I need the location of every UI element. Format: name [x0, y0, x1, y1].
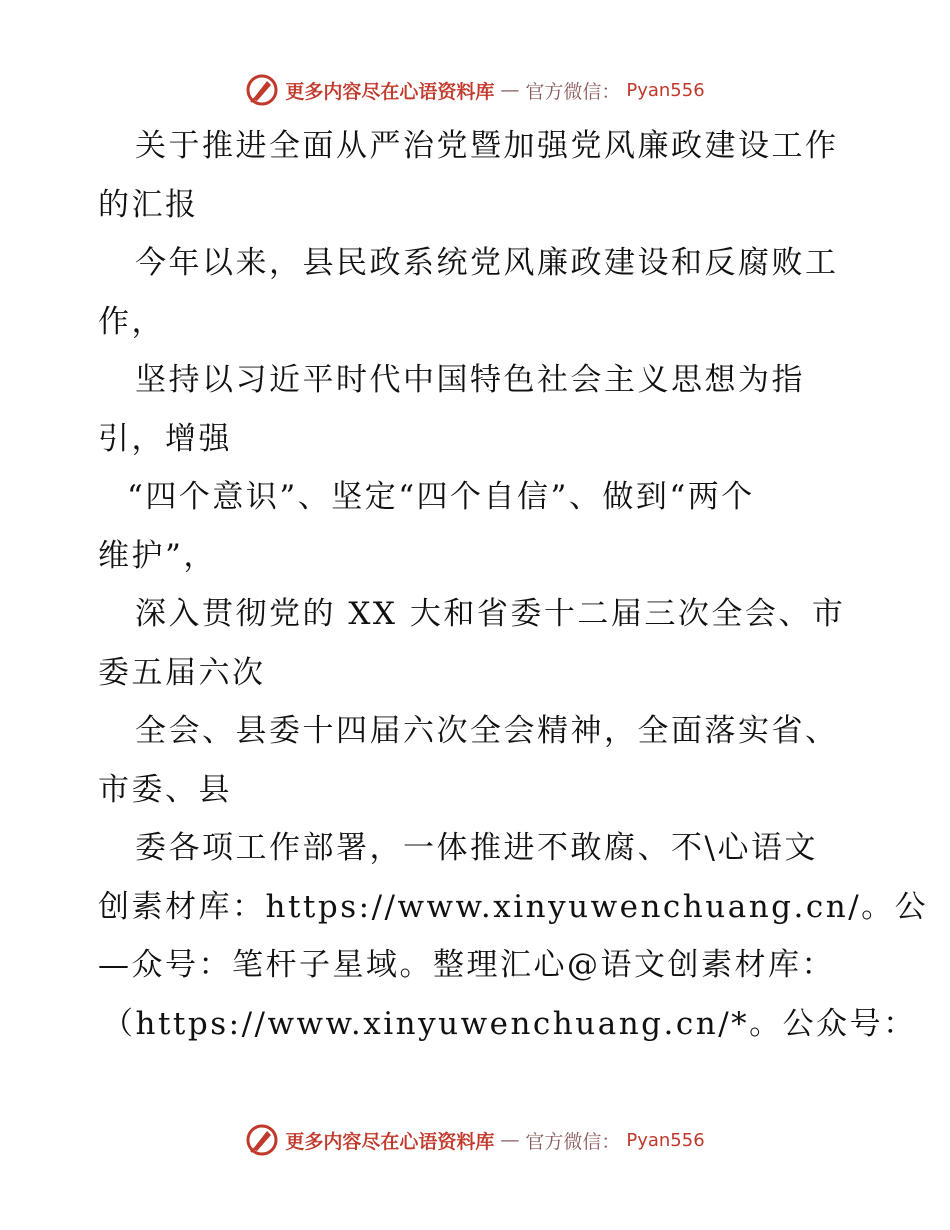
paragraph-line: 维护”，: [98, 537, 217, 574]
paragraph-line: —众号：笔杆子星域。整理汇心@语文创素材库：: [98, 947, 835, 983]
document-body: [98, 117, 929, 1053]
title-line-2: 的汇报: [98, 186, 199, 223]
paragraph-line: “四个意识”、坚定“四个自信”、做到“两个: [127, 479, 755, 515]
title-line-1: 关于推进全面从严治党暨加强党风廉政建设工作: [135, 128, 839, 164]
paragraph-line: 引，增强: [98, 420, 232, 457]
header-watermark-banner: [0, 70, 950, 110]
banner-main-text: 更多内容尽在心语资料库: [285, 1130, 495, 1153]
paragraph-line: 市委、县: [98, 771, 232, 808]
paragraph-line: 作，: [98, 303, 165, 340]
banner-wechat-id: Pyan556: [626, 1129, 705, 1151]
paragraph-line: 委五届六次: [98, 654, 266, 691]
paragraph-line: 创素材库：https://www.xinyuwenchuang.cn/。公: [98, 888, 929, 925]
banner-sub-text: 官方微信：: [525, 80, 621, 103]
paragraph-line: 今年以来，县民政系统党风廉政建设和反腐败工: [135, 245, 839, 281]
banner-dash: —: [500, 1129, 520, 1151]
paragraph-line: 全会、县委十四届六次全会精神，全面落实省、: [135, 713, 839, 749]
quill-circle-icon: [245, 73, 279, 107]
banner-sub-text: 官方微信：: [525, 1130, 621, 1153]
banner-wechat-id: Pyan556: [626, 79, 705, 101]
paragraph-line: （https://www.xinyuwenchuang.cn/*。公众号：: [102, 1005, 917, 1042]
footer-watermark-banner: [0, 1120, 950, 1160]
banner-dash: —: [500, 79, 520, 101]
paragraph-line: 委各项工作部署，一体推进不敢腐、不\心语文: [135, 830, 818, 866]
paragraph-line: 坚持以习近平时代中国特色社会主义思想为指: [135, 362, 805, 398]
banner-main-text: 更多内容尽在心语资料库: [285, 80, 495, 103]
paragraph-line: 深入贯彻党的 XX 大和省委十二届三次全会、市: [135, 596, 846, 632]
quill-circle-icon: [245, 1123, 279, 1157]
